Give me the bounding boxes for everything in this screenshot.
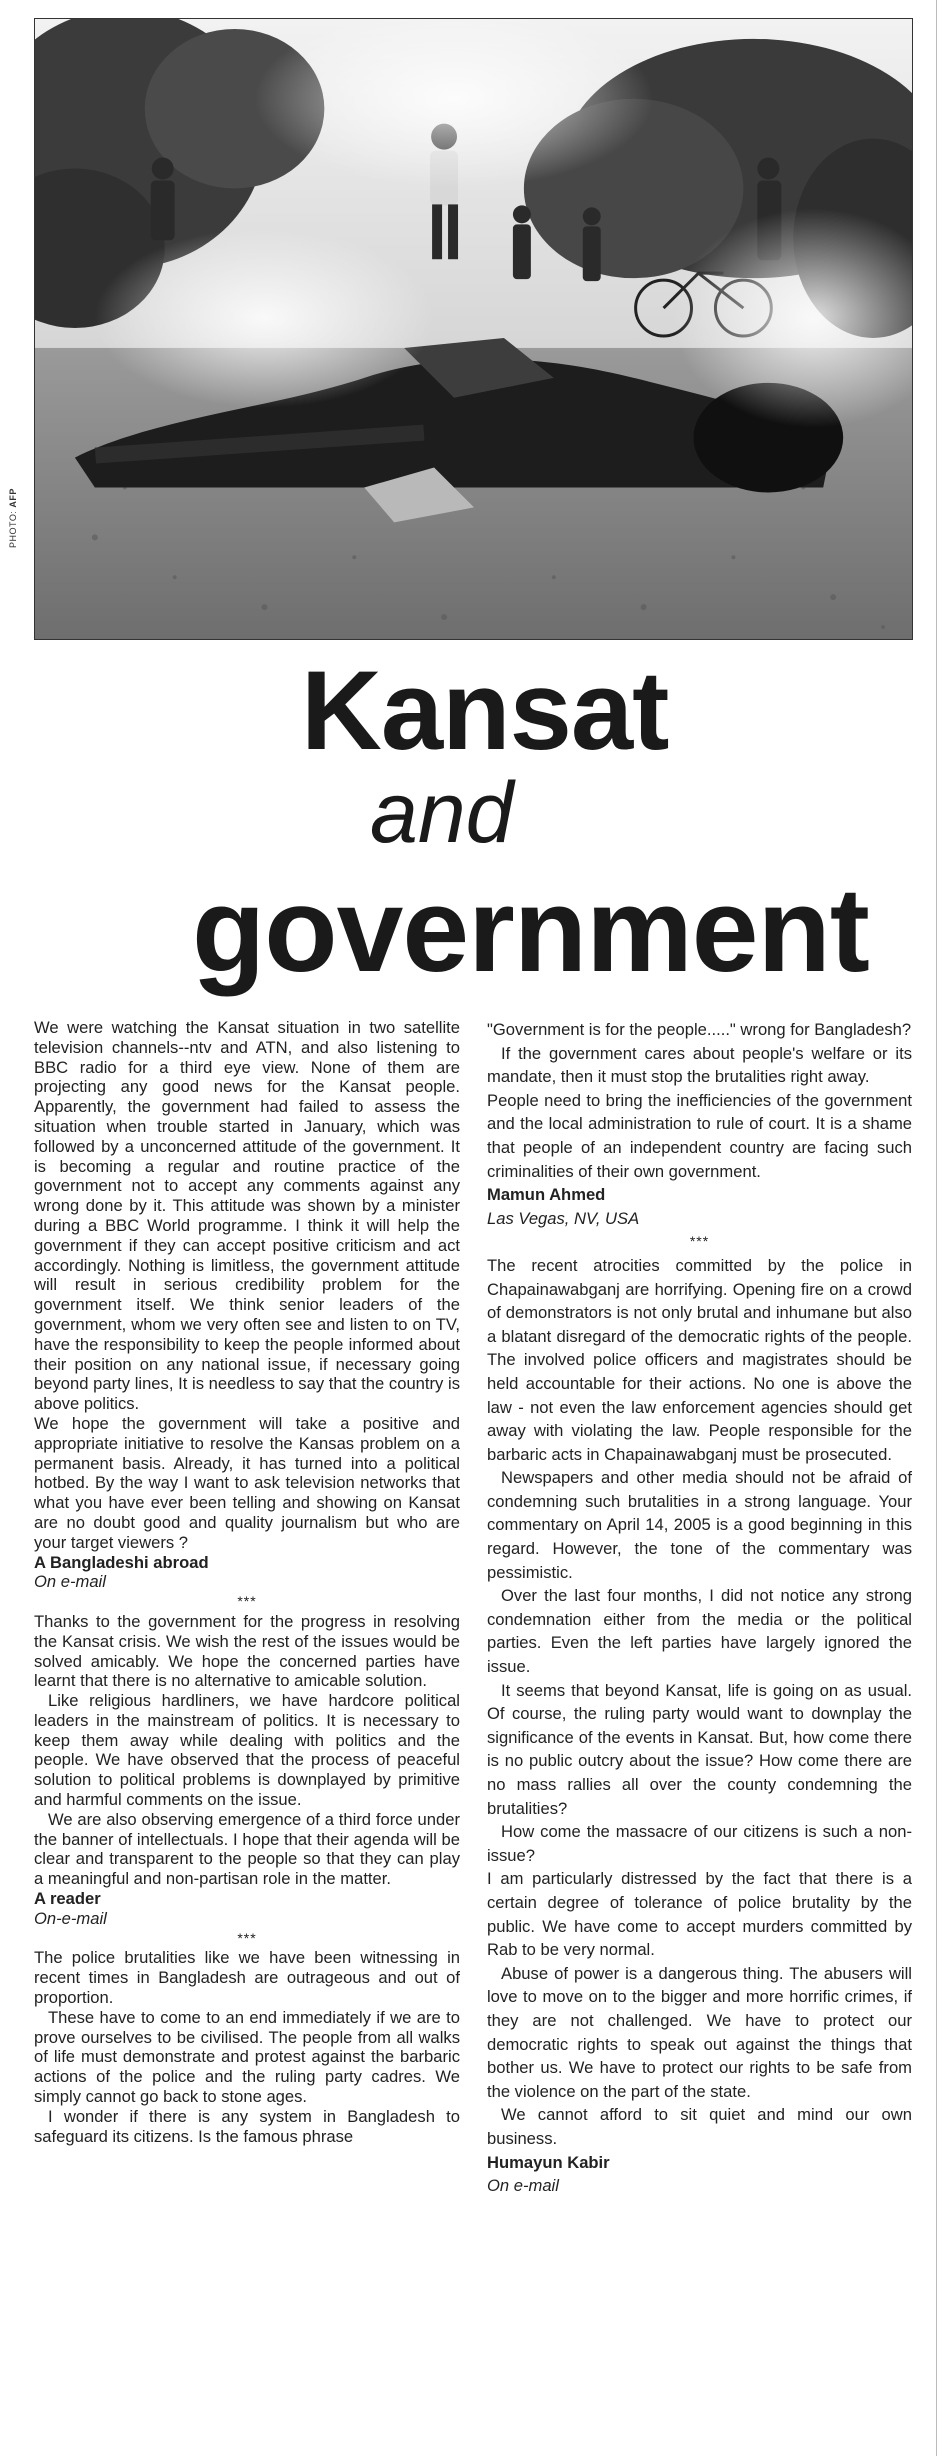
letter3-paragraph: I wonder if there is any system in Bangladesh to safeguard its citizens. Is the famous phrase [34,2106,460,2146]
letter3-paragraph: If the government cares about people's welfare or its mandate, then it must stop the brutalities right away. [487,1043,912,1087]
letter4-paragraph: Newspapers and other media should not be afraid of condemning such brutalities in a strong language. Your commentary on April 14, 2005 is a good beginning in this regard. However, the tone of the commentary was pessimistic. [487,1468,912,1582]
letter2-source: On-e-mail [34,1908,107,1928]
photo-credit: PHOTO: AFP [8,488,18,548]
letter3-paragraph: "Government is for the people....." wrong for Bangladesh? [487,1020,912,1039]
letter4-paragraph: Over the last four months, I did not notice any strong condemnation either from the media or the political parties. Even the left parties have largely ignored the issue. [487,1586,912,1677]
headline-line-3: government [192,863,869,997]
letter2-paragraph: Thanks to the government for the progress in resolving the Kansat crisis. We wish the rest of the issues would be solved amicably. We hope the concerned parties have learnt that there is no alternative to amicable solution. [34,1611,460,1691]
letter4-paragraph: Abuse of power is a dangerous thing. The abusers will love to move on to the bigger and more horrific crimes, if they are not challenged. We have to protect our democratic rights to speak out against the things that bother us. We have to protect our rights to be safe from the violence on the part of the state. [487,1963,912,2101]
letter-separator: *** [237,1929,257,1946]
letter3-signature: Mamun Ahmed [487,1185,606,1205]
letter3-paragraph: The police brutalities like we have been witnessing in recent times in Bangladesh are outrageous and out of proportion. [34,1948,460,2008]
letter-separator: *** [689,1233,710,1250]
letter1-signature: A Bangladeshi abroad [34,1552,209,1572]
letter4-paragraph: We cannot afford to sit quiet and mind our own business. [487,2105,912,2148]
letter2-signature: A reader [34,1889,101,1909]
letter4-signature: Humayun Kabir [487,2152,610,2172]
column-rule [936,0,937,2456]
letter1-paragraph: We were watching the Kansat situation in two satellite television channels--ntv and ATN, and also listening to BBC radio for a third eye view. None of them are projecting any good news for the Kansat people. Apparently, the government had failed to assess the situation when trouble started in January, which was followed by a unconcerned attitude of the government. It is becoming a regular and routine practice of the government not to accept any comments against any wrong done by it. This attitude was shown by a minister during a BBC World programme. I think it will help the government if they can accept positive criticism and act accordingly. Nothing is limitless, the government attitude will result in serious credibility problem for the government itself. We think senior leaders of the government, whom we very often see and listen to on TV, have the responsibility to keep the people informed about their position on any national issue, if necessary going beyond party lines, It is needless to say that the country is above politics. [34,1018,460,1414]
letters-column-left [34,1018,460,2146]
burning-debris-photo-icon [35,19,912,639]
letter4-paragraph: The recent atrocities committed by the police in Chapainawabganj are horrifying. Opening fire on a crowd of demonstrators is not only brutal and inhumane but also a blatant disregard of the democratic rights of the people. The involved police officers and magistrates should be held accountable for their actions. No one is above the law - not even the law enforcement agencies should get away with violating the law. People responsible for the barbaric acts in Chapainawabganj must be prosecuted. [487,1255,912,1464]
letter1-paragraph: We hope the government will take a positive and appropriate initiative to resolve the Kansas problem on a permanent basis. Already, it has turned into a political hotbed. By the way I want to ask television networks that what you have ever been telling and showing on Kansat are no doubt good and quality journalism but who are your target viewers ? [34,1413,460,1552]
letter4-paragraph: How come the massacre of our citizens is such a non-issue? [487,1822,912,1865]
letters-column-right [487,1018,912,2198]
letter3-paragraph: People need to bring the inefficiencies of the government and the local administration to rule of court. It is a shame that people of an independent country are facing such criminalities of their own government. [487,1090,912,1181]
news-photo [34,18,913,640]
letter4-paragraph: It seems that beyond Kansat, life is going on as usual. Of course, the ruling party would want to downplay the significance of the events in Kansat. But, how come there is no public outcry about the issue? How come there are no mass rallies all over the county condemning the brutalities? [487,1680,912,1818]
letter2-paragraph: Like religious hardliners, we have hardcore political leaders in the mainstream of politics. It is necessary to keep them away while dealing with politics and the people. We have observed that the process of peaceful solution to political problems is downplayed by primitive and harmful comments on the issue. [34,1691,460,1810]
letter2-paragraph: We are also observing emergence of a third force under the banner of intellectuals. I hope that their agenda will be clear and transparent to the people so that they can play a meaningful and non-partisan role in the matter. [34,1809,460,1889]
letter-separator: *** [237,1593,257,1610]
headline-line-1: Kansat [301,648,669,773]
letter3-source: Las Vegas, NV, USA [487,1208,640,1228]
letter3-paragraph: These have to come to an end immediately if we are to prove ourselves to be civilised. The people from all walks of life must demonstrate and protest against the barbaric actions of the police and the ruling party cadres. We simply cannot go back to stone ages. [34,2007,460,2107]
letter4-paragraph: I am particularly distressed by the fact that there is a certain degree of tolerance of police brutality by the public. We have come to accept murders committed by Rab to be very normal. [487,1869,912,1960]
headline-line-2: and [370,765,514,861]
letter4-source: On e-mail [487,2176,559,2196]
letter1-source: On e-mail [34,1572,106,1592]
